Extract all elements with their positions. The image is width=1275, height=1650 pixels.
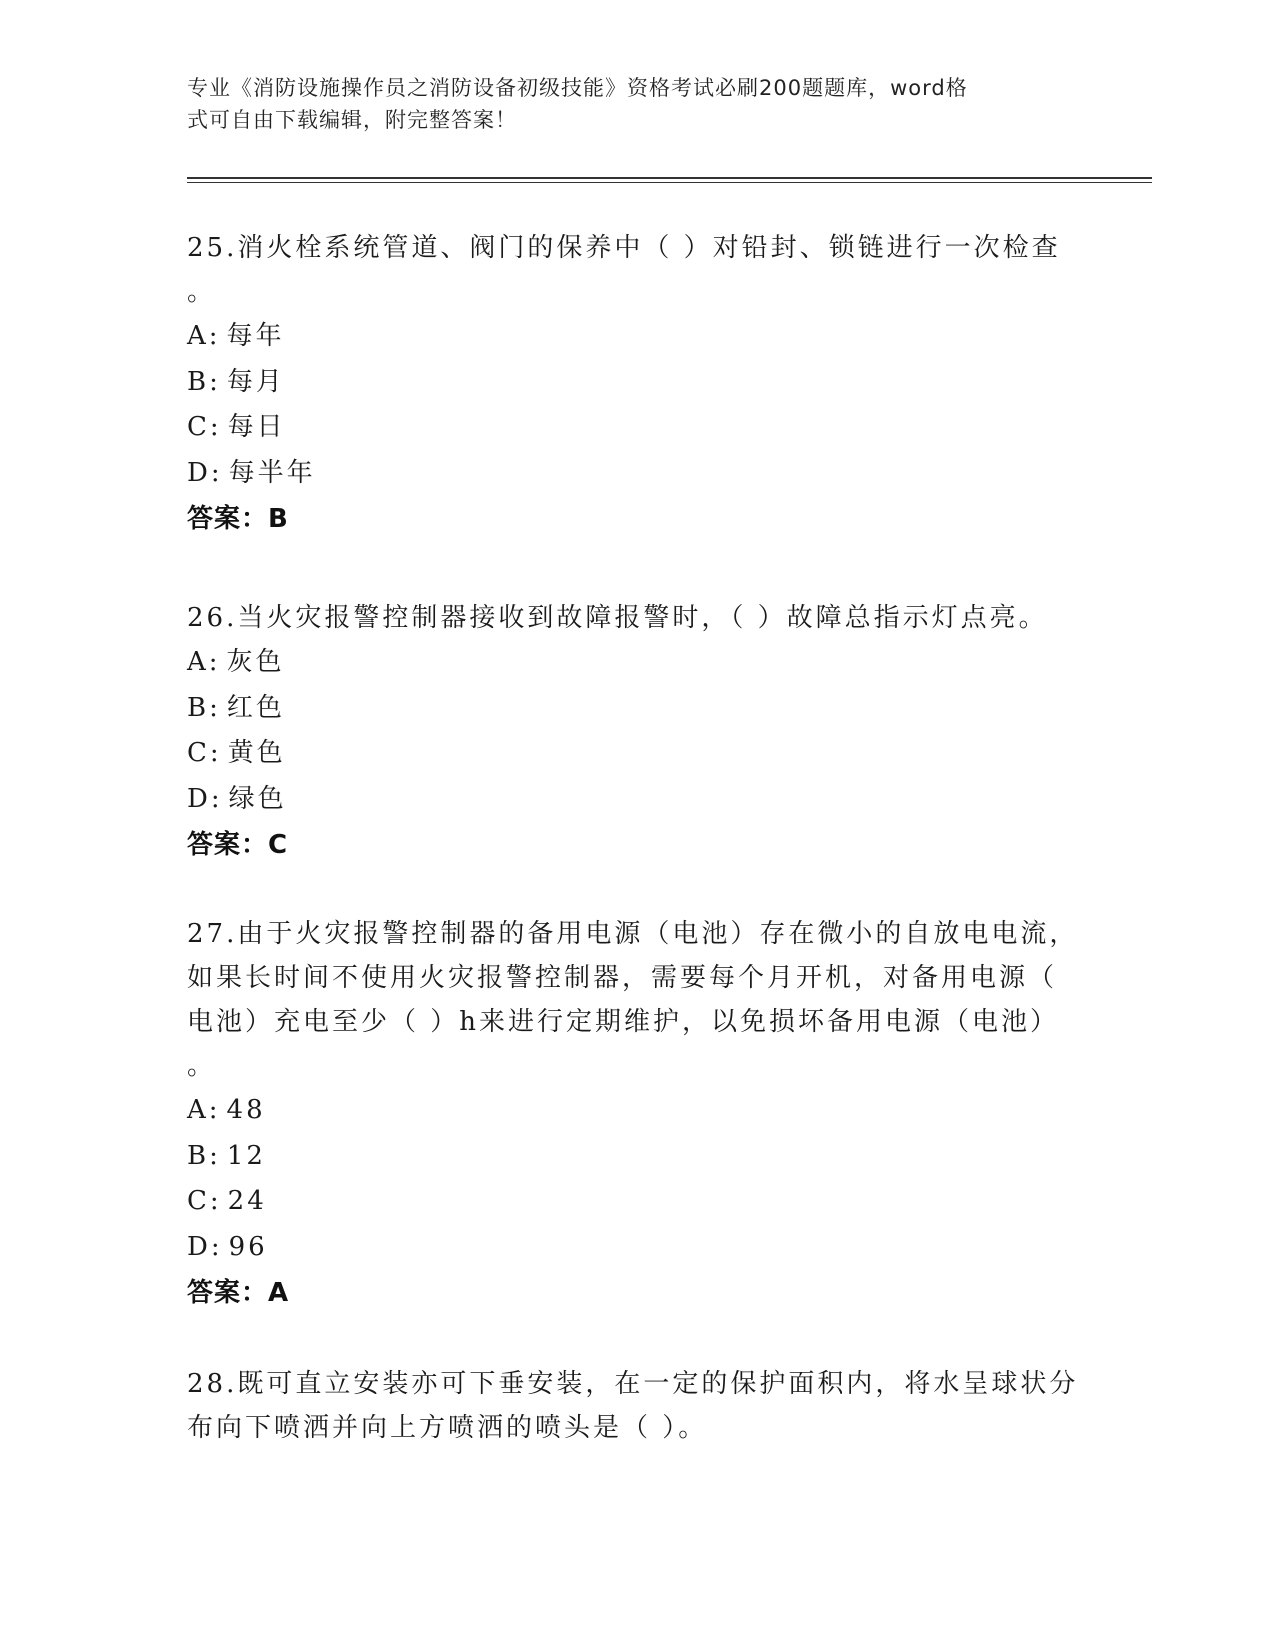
option-key: A: xyxy=(187,1095,221,1125)
option-c xyxy=(187,731,1087,777)
option-key: B: xyxy=(187,692,221,723)
option-a xyxy=(187,314,1087,360)
answer-value: A xyxy=(268,1278,290,1308)
option-key: B: xyxy=(187,1140,221,1171)
question-stem-line-3: 电池）充电至少（ ）h来进行定期维护，以免损坏备用电源（电池） xyxy=(187,1007,1060,1037)
option-c xyxy=(187,1179,1087,1225)
option-key: B: xyxy=(187,366,221,397)
option-text: 每年 xyxy=(226,321,285,351)
option-b xyxy=(187,360,1087,406)
answer-line xyxy=(187,496,1087,542)
question-stem: 26.当火灾报警控制器接收到故障报警时，（ ）故障总指示灯点亮。 xyxy=(187,603,1048,633)
option-key: A: xyxy=(187,647,221,677)
question-stem: 25.消火栓系统管道、阀门的保养中（ ）对铅封、锁链进行一次检查 xyxy=(187,233,1061,263)
answer-label: 答案： xyxy=(187,830,269,860)
question-stem-tail: 。 xyxy=(187,1051,217,1081)
question-26 xyxy=(187,596,1087,868)
answer-value: B xyxy=(268,504,289,534)
option-key: C: xyxy=(187,1186,222,1216)
option-key: C: xyxy=(187,412,222,442)
header-line-1: 专业《消防设施操作员之消防设备初级技能》资格考试必刷200题题库，word格 xyxy=(187,76,968,100)
option-a xyxy=(187,1088,1087,1134)
option-key: A: xyxy=(187,321,221,351)
question-25 xyxy=(187,226,1087,542)
document-header xyxy=(187,72,1067,136)
header-divider-bottom xyxy=(187,182,1152,183)
question-28 xyxy=(187,1362,1087,1450)
answer-label: 答案： xyxy=(187,1278,269,1308)
option-text: 每月 xyxy=(226,366,285,397)
option-d xyxy=(187,451,1087,497)
option-text: 48 xyxy=(226,1095,266,1125)
option-text: 绿色 xyxy=(228,783,287,814)
answer-value: C xyxy=(268,830,289,860)
option-a xyxy=(187,640,1087,686)
option-d xyxy=(187,1225,1087,1271)
option-text: 红色 xyxy=(226,692,285,723)
option-c xyxy=(187,405,1087,451)
option-text: 每半年 xyxy=(228,457,316,488)
header-line-2: 式可自由下载编辑，附完整答案！ xyxy=(187,108,517,132)
question-stem-line-1: 27.由于火灾报警控制器的备用电源（电池）存在微小的自放电电流， xyxy=(187,919,1079,949)
question-27 xyxy=(187,912,1087,1316)
question-stem-tail: 。 xyxy=(187,277,217,307)
option-key: D: xyxy=(187,783,223,814)
option-b xyxy=(187,686,1087,732)
header-divider-top xyxy=(187,177,1152,179)
option-text: 96 xyxy=(228,1231,268,1262)
answer-label: 答案： xyxy=(187,504,269,534)
option-text: 12 xyxy=(226,1140,266,1171)
option-key: C: xyxy=(187,738,222,768)
option-b xyxy=(187,1134,1087,1180)
option-d xyxy=(187,777,1087,823)
question-stem-line-2: 布向下喷洒并向上方喷洒的喷头是（ ）。 xyxy=(187,1413,708,1443)
option-key: D: xyxy=(187,457,223,488)
question-stem-line-2: 如果长时间不使用火灾报警控制器，需要每个月开机，对备用电源（ xyxy=(187,963,1058,993)
option-key: D: xyxy=(187,1231,223,1262)
answer-line xyxy=(187,822,1087,868)
option-text: 灰色 xyxy=(226,647,285,677)
option-text: 黄色 xyxy=(227,738,286,768)
option-text: 每日 xyxy=(227,412,286,442)
question-stem-line-1: 28.既可直立安装亦可下垂安装，在一定的保护面积内，将水呈球状分 xyxy=(187,1369,1079,1399)
option-text: 24 xyxy=(227,1186,267,1216)
answer-line xyxy=(187,1270,1087,1316)
